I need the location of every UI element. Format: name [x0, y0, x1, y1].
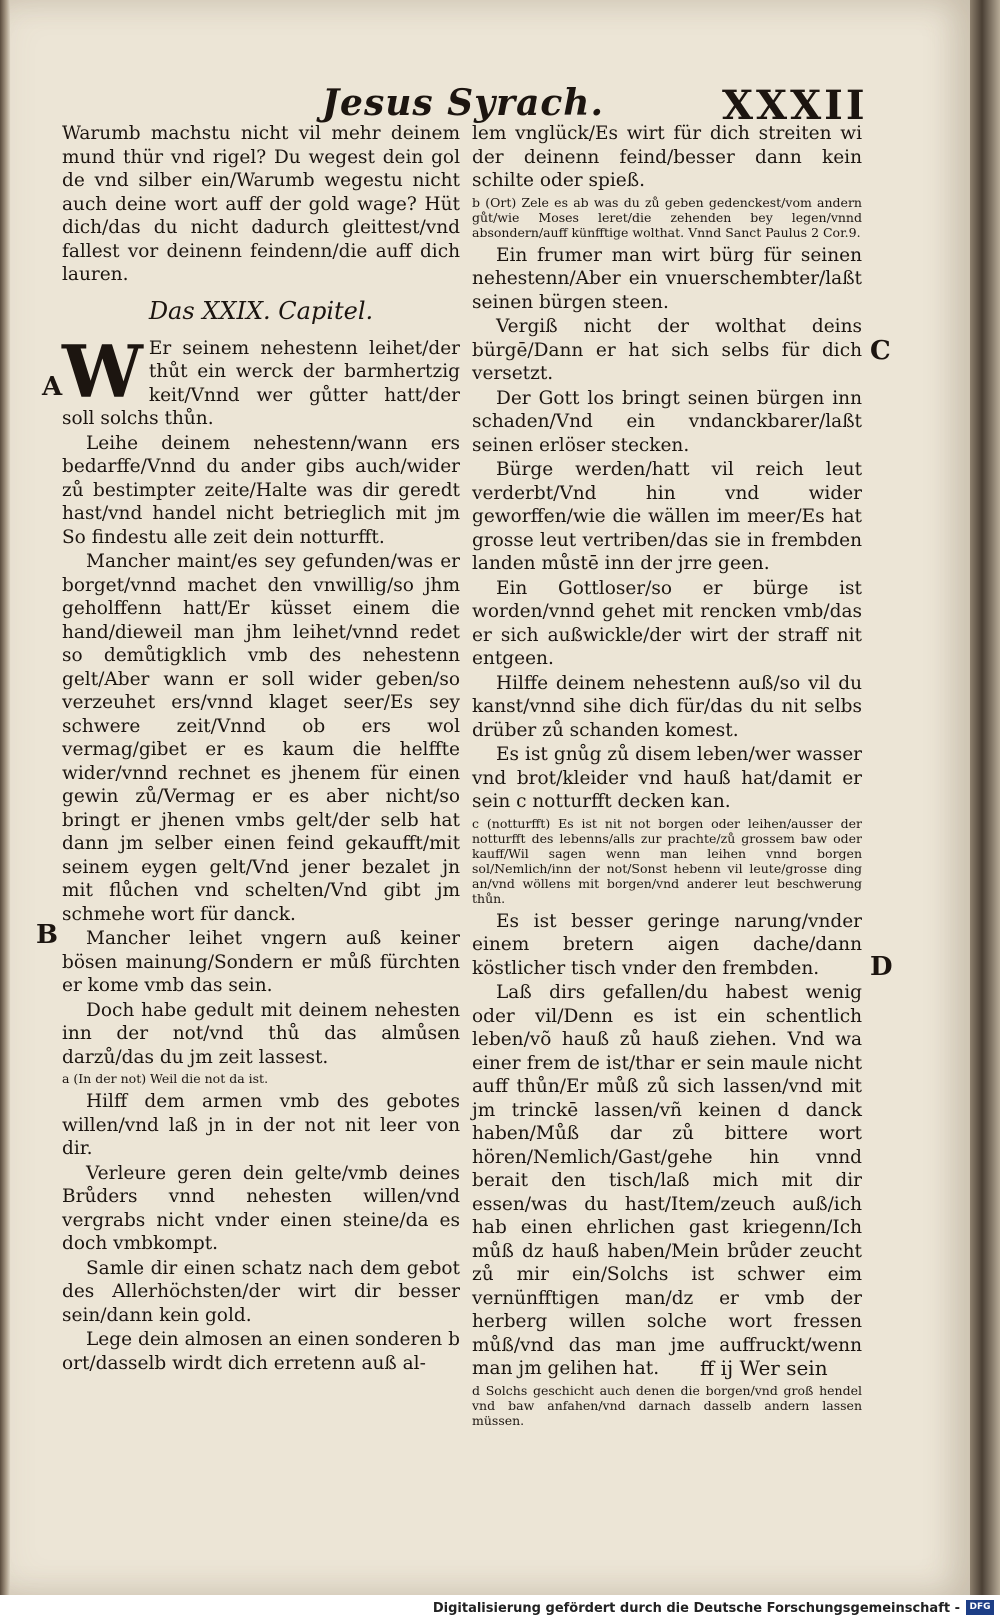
running-title: Jesus Syrach.	[322, 82, 605, 124]
margin-letter: D	[870, 952, 893, 982]
paragraph-text: Er seinem nehestenn leihet/der thůt ein werck der barmhertzig keit/Vnnd wer gůtter hatt/der soll solchs thůn.	[62, 337, 460, 429]
paragraph: Doch habe gedult mit deinem nehesten inn der not/vnd thů das almůsen darzů/das du jm zeit lassest.	[62, 999, 460, 1068]
page-edge-shadow	[970, 0, 1000, 1595]
gloss-note: d Solchs geschicht auch denen die borgen/vnd groß hendel vnd baw anfahen/vnd darnach dasselb andern lassen müssen.	[472, 1382, 862, 1428]
paragraph: Der Gott los bringt seinen bürgen inn schaden/Vnd ein vndanckbarer/laßt seinen erlöser stecken.	[472, 387, 862, 456]
paragraph: lem vnglück/Es wirt für dich streiten wi der deinenn feind/besser dann kein schilte oder spieß.	[472, 123, 862, 191]
paragraph: Bürge werden/hatt vil reich leut verderbt/Vnd hin vnd wider geworffen/wie die wällen im meer/Es hat grosse leut vertriben/das sie in frembden landen můstē inn der jrre geen.	[472, 459, 862, 574]
paragraph: Hilffe deinem nehestenn auß/so vil du kanst/vnnd sihe dich für/das du nit selbs drüber zů schanden komest.	[472, 672, 862, 741]
paragraph: Ein Gottloser/so er bürge ist worden/vnnd gehet mit rencken vmb/das er sich außwickle/der wirt der straff nit entgeen.	[472, 577, 862, 669]
dfg-logo: DFG	[966, 1600, 994, 1615]
paragraph: Mancher leihet vngern auß keiner bösen mainung/Sondern er můß fürchten er kome vmb das sein.	[62, 928, 460, 996]
footer-bar	[0, 1595, 1000, 1623]
gloss-note: a (In der not) Weil die not da ist.	[62, 1071, 269, 1086]
margin-letter: B	[36, 920, 58, 950]
paragraph	[62, 328, 460, 431]
paragraph: Samle dir einen schatz nach dem gebot des Allerhöchsten/der wirt dir besser sein/dann kein gold.	[62, 1257, 460, 1326]
gloss-note: c (notturfft) Es ist nit not borgen oder leihen/ausser der notturfft des lebenns/alls zur prachte/zů grossem baw oder kauff/Wil sagen wenn man leihen vnnd borgen sol/Nemlich/inn der not/Sonst hebenn vil leute/grosse ding an/vnd wöllens mit borgen/vnd anderer leut beschwerung thůn.	[472, 815, 862, 906]
right-column	[472, 122, 862, 1432]
paragraph: Mancher maint/es sey gefunden/was er borget/vnnd machet den vnwillig/so jhm geholffenn hatt/Er küsset einem die hand/dieweil man jhm leihet/vnnd redet so demůtigklich vmb des nehestenn gelt/Aber wann er soll wider geben/so verzeuhet ers/vnnd klaget seer/Es sey schwere zeit/Vnnd ob ers wol vermag/gibet er es kaum die helffte wider/vnnd rechnet es jhenem für einen gewin zů/Vermag er es aber nicht/so bringt er jhenen vmbs gelt/der selb hat dann jm selber einen feind gekaufft/mit seinem eygen gelt/Vnd jener bezalet jn mit flůchen vnd schelten/Vnd gibt jm schmehe wort für danck.	[62, 551, 460, 925]
paragraph: Es ist besser geringe narung/vnder einem bretern aigen dache/dann köstlicher tisch vnder den frembden.	[472, 910, 862, 979]
funding-notice: Digitalisierung gefördert durch die Deutsche Forschungsgemeinschaft -	[432, 1601, 960, 1616]
paragraph: Ein frumer man wirt bürg für seinen nehestenn/Aber ein vnuerschembter/laßt seinen bürgen steen.	[472, 244, 862, 313]
catchword: ff ij Wer sein	[700, 1356, 828, 1380]
folio-number: XXXII	[722, 82, 868, 129]
paragraph: Hilff dem armen vmb des gebotes willen/vnd laß jn in der not nit leer von dir.	[62, 1091, 460, 1159]
paragraph: Warumb machstu nicht vil mehr deinem mund thür vnd rigel? Du wegest dein gol de vnd silber ein/Warumb wegestu nicht auch deine wort auff der gold wage? Hüt dich/das du nicht dadurch gleittest/vnd fallest vor deinenn feindenn/die auff dich lauren.	[62, 123, 460, 285]
paragraph: Lege dein almosen an einen sonderen b ort/dasselb wirdt dich erretenn auß al-	[62, 1329, 460, 1374]
paragraph: Vergiß nicht der wolthat deins bürgē/Dann er hat sich selbs für dich versetzt.	[472, 316, 862, 384]
margin-letter: A	[42, 372, 63, 402]
paragraph: Laß dirs gefallen/du habest wenig oder vil/Denn es ist ein schentlich leben/võ hauß zů hauß ziehen. Vnd wa einer frem de ist/thar er sein maule nicht auff thůn/Er můß zů sich lassen/vnd mit jm trinckē lassen/vñ keinen d danck haben/Můß dar zů bittere wort hören/Nemlich/Gast/gehe hin vnnd berait den tisch/laß mich mit dir essen/was du hast/Item/zeuch auß/ich hab einen ehrlichen gast kriegenn/Ich můß dz hauß haben/Mein brůder zeucht zů mir ein/Solchs ist schwer eim vernünfftigen man/dz er vmb der herberg willen solche wort fressen můß/vnd das man jme auffruckt/wenn man jm gelihen hat.	[472, 982, 862, 1379]
paragraph: Es ist gnůg zů disem leben/wer wasser vnd brot/kleider vnd hauß hat/damit er sein c notturfft decken kan.	[472, 744, 862, 812]
drop-cap-initial: W	[62, 328, 143, 414]
left-column	[62, 122, 460, 1376]
paragraph: Verleure geren dein gelte/vmb deines Brůders vnnd nehesten willen/vnd vergrabs nicht vnder einen steine/da es doch vmbkompt.	[62, 1162, 460, 1254]
gloss-note: b (Ort) Zele es ab was du zů geben gedenckest/vom andern gůt/wie Moses leret/die zehenden bey legen/vnnd absondern/auff künfftige wolthat. Vnnd Sanct Paulus 2 Cor.9.	[472, 194, 862, 240]
chapter-heading: Das XXIX. Capitel.	[148, 296, 374, 325]
margin-letter: C	[870, 336, 891, 366]
paragraph: Leihe deinem nehestenn/wann ers bedarffe/Vnnd du ander gibs auch/wider zů bestimpter zeite/Halte was dir geredt hast/vnd handel nicht betrieglich mit jm So findestu alle zeit dein notturfft.	[62, 432, 460, 548]
binding-edge	[0, 0, 10, 1595]
